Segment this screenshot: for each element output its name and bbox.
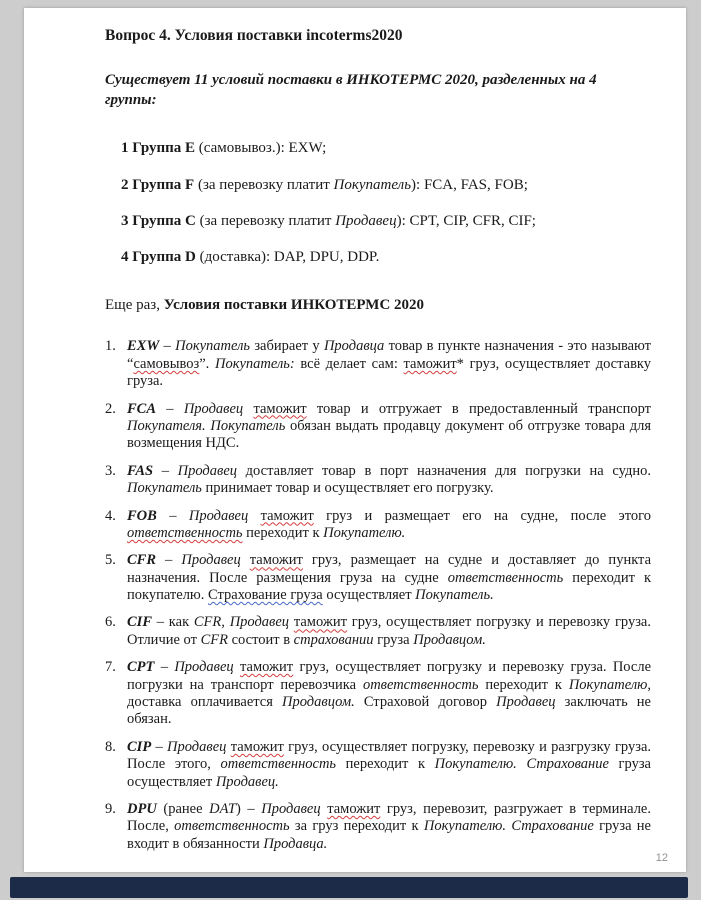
text-run: Покупателю.: [423, 818, 507, 835]
item-number: 2.: [105, 400, 116, 417]
text-run: Продавец: [496, 694, 556, 711]
text-run: – как: [152, 614, 194, 631]
text-run: CFR: [127, 552, 157, 569]
text-run: Покупатель: [210, 417, 286, 434]
text-run: ответственность: [174, 818, 290, 835]
text-run: груза не входит в обязанности: [127, 818, 651, 852]
text-run: Продавец: [261, 800, 321, 817]
text-run: переходит к: [242, 524, 324, 541]
group-line: [121, 177, 652, 194]
incoterm-item: [105, 401, 651, 453]
text-run: Продавец: [167, 738, 227, 755]
item-number: 1.: [105, 338, 116, 355]
text-run: ): CPT, CIP, CFR, CIF;: [396, 212, 536, 229]
text-run: забирает у: [250, 338, 324, 355]
restate-heading: [105, 296, 652, 314]
text-run: CFR,: [193, 614, 225, 631]
text-run: груз, размещает на судне и доставляет до пункта назначения. После размещения груза на судне: [127, 552, 652, 586]
incoterm-item: [105, 659, 651, 729]
text-run: таможит: [240, 659, 294, 676]
group-line: [121, 213, 652, 230]
incoterm-item: [105, 801, 651, 853]
text-run: EXW: [127, 338, 160, 355]
bottom-bar: [10, 877, 688, 898]
text-run: Продавец: [174, 659, 234, 676]
text-run: состоит в: [227, 631, 294, 648]
item-text: [127, 338, 651, 389]
item-number: 4.: [105, 507, 116, 524]
page-title: Вопрос 4. Условия поставки incoterms2020: [105, 27, 403, 44]
text-run: осуществляет: [322, 587, 416, 604]
text-run: 2 Группа F: [121, 176, 195, 193]
text-run: –: [151, 738, 168, 755]
item-text: [127, 801, 651, 852]
text-run: –: [154, 659, 175, 676]
text-run: груза: [373, 631, 414, 648]
text-run: (ранее: [156, 800, 210, 817]
text-run: таможит: [230, 738, 284, 755]
text-run: Страховой договор: [354, 694, 497, 711]
text-run: переходит к: [478, 676, 569, 693]
text-run: Покупатель: [333, 176, 412, 193]
item-text: [127, 552, 651, 603]
text-run: [241, 552, 250, 568]
text-run: (самовывоз.): EXW;: [195, 140, 327, 157]
text-run: ”.: [199, 355, 215, 372]
text-run: (за перевозку платит: [195, 212, 336, 229]
text-run: DAT: [209, 800, 236, 817]
item-number: 5.: [105, 552, 116, 569]
text-run: товар и отгружает в предоставленный транспорт: [306, 400, 652, 417]
text-run: CPT: [127, 659, 155, 676]
text-run: –: [156, 552, 182, 569]
text-run: Продавцом.: [282, 694, 355, 711]
text-run: принимает товар и осуществляет его погрузку.: [201, 480, 494, 497]
item-number: 3.: [105, 462, 116, 479]
text-run: товар в пункте назначения - это называют “: [127, 338, 652, 372]
text-run: ) –: [235, 800, 262, 817]
text-run: таможит: [260, 507, 314, 524]
item-number: 7.: [105, 659, 116, 676]
text-run: таможит: [293, 614, 347, 631]
intro-paragraph: Существует 11 условий поставки в ИНКОТЕРМС 2020, разделенных на 4 группы:: [105, 72, 597, 108]
text-run: 1 Группа E: [121, 140, 196, 157]
text-run: груз, осуществляет погрузку и перевозку груза. Отличие от: [127, 614, 651, 648]
incoterm-item: [105, 739, 651, 791]
text-run: ответственность: [447, 569, 564, 586]
incoterms-list: [105, 338, 651, 853]
page-number: 12: [655, 852, 668, 864]
text-run: переходит к покупателю.: [127, 569, 651, 604]
text-run: ответственность: [127, 524, 243, 541]
text-run: Продавца.: [263, 835, 328, 852]
text-run: груза осуществляет: [127, 756, 651, 790]
document-page: [24, 8, 686, 872]
text-run: самовывоз: [133, 355, 200, 372]
incoterm-item: [105, 508, 651, 543]
incoterm-item: [105, 463, 651, 498]
item-text: [127, 508, 651, 541]
text-run: переходит к: [336, 756, 435, 773]
text-run: заключать не обязан.: [127, 694, 651, 728]
text-run: * груз, осуществляет доставку груза.: [127, 355, 652, 390]
text-run: 4 Группа D: [121, 249, 196, 266]
text-run: таможит: [403, 355, 457, 372]
restate-title: Условия поставки ИНКОТЕРМС 2020: [163, 297, 425, 314]
text-run: Покупателю.: [434, 756, 517, 773]
group-line: [121, 249, 652, 266]
text-run: груз, осуществляет погрузку и перевозку груза. После погрузки на транспорт перевозчика: [127, 659, 652, 693]
incoterm-item: [105, 338, 651, 390]
text-run: Продавца: [323, 338, 385, 355]
text-run: Покупатель: [127, 480, 202, 497]
text-run: доставка оплачивается: [127, 694, 283, 711]
text-run: груз, осуществляет погрузку, перевозку и разгрузку груза. После этого,: [127, 738, 652, 773]
text-run: ): FCA, FAS, FOB;: [411, 176, 528, 193]
text-run: за груз переходит к: [289, 818, 424, 835]
text-run: (за перевозку платит: [194, 176, 334, 193]
item-text: [127, 659, 651, 727]
text-run: Покупателю.: [323, 524, 406, 541]
text-run: груз и размещает его на судне, после этого: [313, 507, 651, 524]
item-number: 6.: [105, 614, 116, 631]
text-run: [248, 508, 260, 524]
text-run: таможит: [327, 800, 381, 817]
text-run: FAS: [127, 462, 154, 479]
text-run: FOB: [127, 507, 157, 524]
incoterm-item: [105, 614, 651, 649]
text-run: –: [153, 462, 178, 479]
text-run: Продавец: [183, 400, 244, 417]
text-run: ответственность: [220, 756, 337, 773]
text-run: Покупатель: [175, 338, 251, 355]
text-run: CIF: [127, 614, 152, 631]
text-run: CFR: [200, 631, 228, 648]
item-text: [127, 739, 651, 790]
item-number: 8.: [105, 738, 116, 755]
text-run: Продавец: [188, 507, 249, 524]
text-run: –: [159, 338, 176, 355]
text-run: CIP: [127, 738, 152, 755]
text-run: Покупателю,: [568, 676, 651, 693]
text-run: Продавцом.: [413, 631, 486, 648]
item-text: [127, 463, 651, 496]
text-run: Покупатель.: [415, 587, 494, 604]
text-run: Продавец: [181, 552, 241, 569]
groups-list: [121, 140, 652, 266]
text-run: Покупатель:: [214, 355, 295, 372]
text-run: всё делает сам:: [294, 355, 404, 372]
text-run: (доставка): DAP, DPU, DDP.: [195, 249, 380, 266]
text-run: FCA: [127, 400, 157, 417]
text-run: [517, 756, 527, 772]
text-run: –: [156, 507, 189, 524]
group-line: [121, 140, 652, 157]
text-run: доставляет товар в порт назначения для погрузки на судно.: [237, 462, 651, 479]
item-text: [127, 401, 651, 452]
item-number: 9.: [105, 800, 116, 817]
text-run: –: [156, 400, 184, 417]
text-run: Страхование: [526, 756, 609, 773]
text-run: страховании: [293, 631, 374, 648]
text-run: [243, 401, 253, 417]
text-run: 3 Группа C: [121, 212, 196, 229]
restate-prefix: Еще раз,: [105, 297, 164, 314]
text-run: DPU: [127, 800, 157, 817]
text-run: таможит: [249, 552, 303, 569]
text-run: Продавец: [335, 212, 397, 229]
text-run: Страхование груза: [208, 587, 323, 604]
text-run: Продавец: [229, 614, 290, 631]
text-run: обязан выдать продавцу документ об отгрузке товара для возмещения НДС.: [127, 417, 652, 452]
text-run: груз, перевозит, разгружает в терминале. После,: [127, 800, 651, 835]
text-run: Страхование: [511, 818, 594, 835]
item-text: [127, 614, 651, 647]
incoterm-item: [105, 552, 651, 604]
text-run: таможит: [253, 400, 307, 417]
text-run: ответственность: [362, 676, 479, 693]
text-run: Продавец.: [215, 773, 279, 790]
text-run: Покупателя.: [127, 417, 206, 434]
text-run: Продавец: [177, 462, 238, 479]
